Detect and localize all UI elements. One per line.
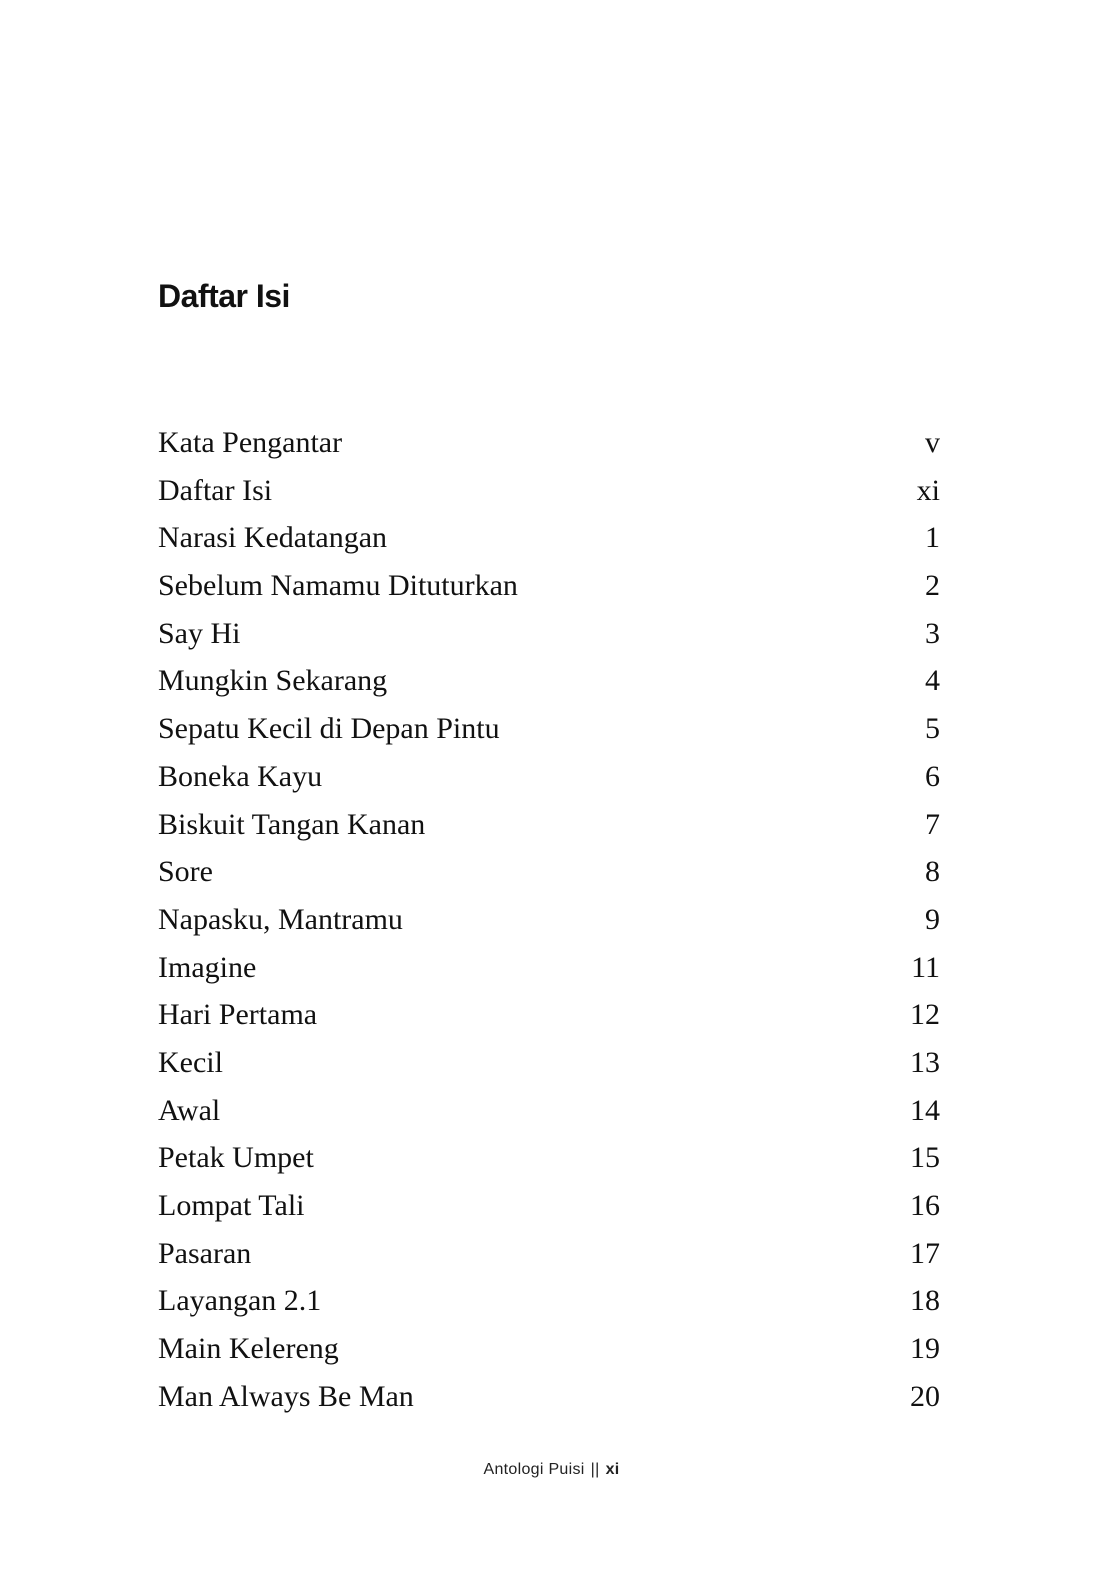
toc-entry-page-number: 18 — [910, 1284, 940, 1318]
toc-entry-title: Man Always Be Man — [158, 1379, 414, 1413]
toc-entry — [158, 1230, 940, 1278]
toc-entry-title: Mungkin Sekarang — [158, 664, 388, 698]
toc-entry-page-number: 12 — [910, 998, 940, 1032]
table-of-contents — [158, 419, 940, 1420]
toc-entry-title: Pasaran — [158, 1236, 252, 1270]
toc-entry-page-number: 11 — [911, 950, 940, 984]
toc-entry — [158, 753, 940, 801]
toc-entry-page-number: 20 — [910, 1379, 940, 1413]
toc-entry — [158, 514, 940, 562]
toc-entry — [158, 562, 940, 610]
toc-entry — [158, 419, 940, 467]
toc-entry — [158, 1039, 940, 1087]
footer-separator: || — [590, 1461, 600, 1478]
toc-entry-page-number: 6 — [925, 759, 940, 793]
toc-entry — [158, 1087, 940, 1135]
toc-entry-title: Imagine — [158, 950, 257, 984]
toc-entry-title: Narasi Kedatangan — [158, 521, 388, 555]
toc-entry — [158, 705, 940, 753]
toc-entry — [158, 991, 940, 1039]
toc-entry-page-number: 4 — [925, 664, 940, 698]
toc-entry — [158, 944, 940, 992]
toc-entry-page-number: xi — [916, 473, 940, 507]
toc-entry — [158, 896, 940, 944]
toc-entry-page-number: 17 — [910, 1236, 940, 1270]
toc-entry-title: Hari Pertama — [158, 998, 318, 1032]
toc-entry-title: Biskuit Tangan Kanan — [158, 807, 426, 841]
toc-entry-page-number: 14 — [910, 1093, 940, 1127]
toc-entry — [158, 1325, 940, 1373]
toc-entry-page-number: 8 — [925, 855, 940, 889]
toc-entry — [158, 1277, 940, 1325]
toc-entry — [158, 848, 940, 896]
toc-entry-page-number: 16 — [910, 1189, 940, 1222]
toc-entry-page-number: 19 — [910, 1332, 940, 1366]
toc-entry-title: Daftar Isi — [158, 473, 273, 507]
toc-entry-title: Say Hi — [158, 616, 241, 650]
toc-entry-page-number: 2 — [925, 569, 940, 603]
toc-entry — [158, 1373, 940, 1421]
toc-entry-page-number: 1 — [925, 521, 940, 555]
toc-entry-title: Sore — [158, 855, 213, 889]
toc-entry-page-number: 5 — [925, 712, 940, 746]
toc-entry-title: Layangan 2.1 — [158, 1284, 322, 1318]
toc-entry — [158, 467, 940, 515]
footer-page-number: xi — [605, 1461, 620, 1478]
toc-entry — [158, 1182, 940, 1230]
toc-entry-title: Napasku, Mantramu — [158, 902, 403, 936]
toc-entry-title: Boneka Kayu — [158, 759, 323, 793]
toc-entry-page-number: 7 — [925, 807, 940, 841]
toc-entry-title: Lompat Tali — [158, 1189, 305, 1222]
toc-entry — [158, 801, 940, 849]
page-footer — [0, 1459, 1103, 1481]
toc-entry-page-number: 13 — [910, 1045, 940, 1079]
toc-entry-title: Kata Pengantar — [158, 426, 343, 459]
toc-entry-title: Main Kelereng — [158, 1332, 339, 1366]
toc-entry-title: Petak Umpet — [158, 1141, 314, 1175]
toc-entry — [158, 1134, 940, 1182]
toc-entry-title: Sebelum Namamu Dituturkan — [158, 569, 518, 603]
toc-entry-title: Sepatu Kecil di Depan Pintu — [158, 712, 500, 746]
footer-book-title: Antologi Puisi — [483, 1461, 585, 1478]
toc-entry-page-number: 3 — [925, 616, 940, 650]
toc-entry-page-number: v — [925, 426, 940, 459]
page-title: Daftar Isi — [158, 278, 290, 314]
toc-entry-page-number: 15 — [910, 1141, 940, 1175]
toc-entry-page-number: 9 — [925, 902, 940, 936]
toc-entry-title: Awal — [158, 1093, 221, 1127]
toc-entry-title: Kecil — [158, 1045, 223, 1079]
toc-entry — [158, 657, 940, 705]
toc-entry — [158, 610, 940, 658]
